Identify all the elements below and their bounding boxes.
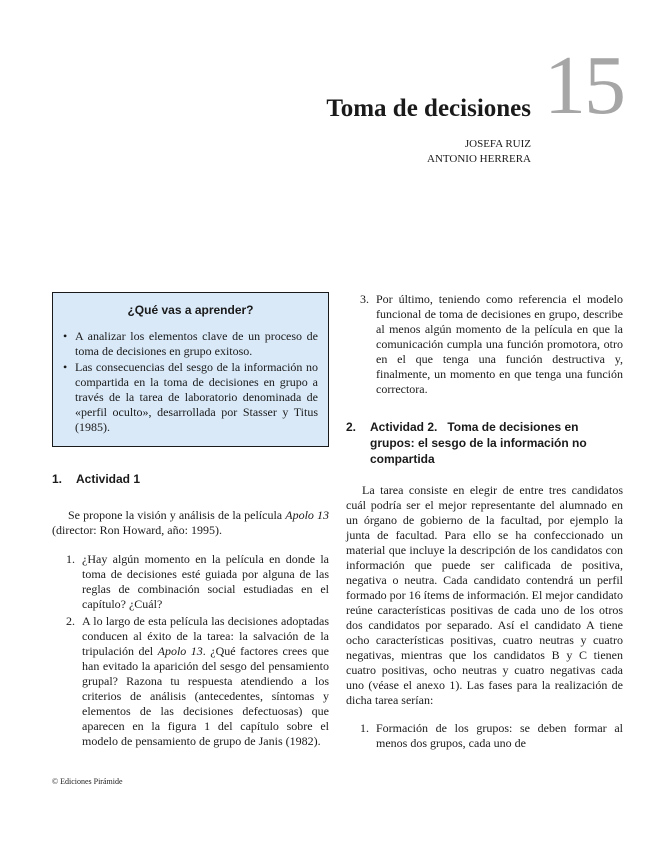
section-number: 1. [52,472,63,486]
learning-box-title: ¿Qué vas a aprender? [127,303,254,317]
left-column [52,292,329,751]
item-text: ¿Hay algún momento en la película en donde la toma de decisiones esté guiada por alguna de las reglas de combinación social estudiadas en el capítulo? ¿Cuál? [82,552,329,611]
list-item [52,552,329,612]
section-heading [52,471,329,487]
list-item [52,614,329,749]
film-title: Apolo 13 [157,644,203,658]
copyright-footer: © Ediciones Pirámide [52,777,123,786]
item-number: 1. [66,552,75,566]
item-text: Formación de los grupos: se deben formar al menos dos grupos, cada uno de [376,721,623,750]
activity-list [52,552,329,749]
section-title: Actividad 2. Toma de decisiones en grupos: el sesgo de la información no compartida [370,420,591,466]
list-item [346,721,623,751]
right-column [346,292,623,753]
item-number: 1. [360,721,369,735]
activity-list-continued [346,292,623,397]
learning-objectives-list [63,329,318,435]
section-title: Actividad 1 [76,472,141,486]
intro-text: (director: Ron Howard, año: 1995). [52,523,222,537]
film-title: Apolo 13 [285,508,330,522]
list-item [346,292,623,397]
intro-text: Se propone la visión y análisis de la película [68,508,286,522]
phase-list [346,721,623,751]
section-intro [52,508,329,538]
section-number: 2. [346,420,357,434]
author-name: JOSEFA RUIZ [464,138,531,150]
item-number: 3. [360,292,369,306]
list-item: • Las consecuencias del sesgo de la información no compartida en la toma de decisiones en grupo a través de la tarea de laboratorio denominada de «perfil oculto», desarrollada por Stasser y Titus (1985). [63,360,318,435]
author-name: ANTONIO HERRERA [427,153,531,165]
chapter-title: Toma de decisiones [326,95,531,122]
chapter-number: 15 [544,39,624,132]
item-text: . ¿Qué factores crees que han evitado la aparición del sesgo del pensamiento grupal? Razona tu respuesta atendiendo a los criterios de análisis (antecedentes, síntomas y elementos de las decisiones defectuosas) que aparecen en la figura 1 del capítulo sobre el modelo de pensamiento de grupo de Janis (1982). [82,644,329,748]
section-heading [346,419,623,467]
section-paragraph: La tarea consiste en elegir de entre tres candidatos cuál podría ser el mejor representante del alumnado en un órgano de gobierno de la facultad, por ejemplo la junta de facultad. Para ello se ha confeccionado un material que incluye la descripción de los candidatos con información que puede ser calificada de positiva, negativa o neutra. Cada candidato contendrá un perfil formado por 16 ítems de información. El mejor candidato reúne características positivas de cada uno de los otros dos candidatos por separado. Así el candidato A tiene ocho características positivas, cuatro neutras y cuatro negativas, mientras que los candidatos B y C tienen cuatro positivas, ocho neutras y cuatro negativas cada uno (véase el anexo 1). Las fases para la realización de dicha tarea serían: [346,483,623,707]
learning-objectives-box [52,292,329,447]
list-item: • A analizar los elementos clave de un proceso de toma de decisiones en grupo exitoso. [63,329,318,359]
authors [427,137,531,167]
item-text: A lo largo de esta película las decisiones adoptadas conducen al éxito de la tarea: la salvación de la tripulación del [82,614,329,658]
item-text: Por último, teniendo como referencia el modelo funcional de toma de decisiones en grupo, describe al menos algún momento de la película en que la comunicación cumpla una función promotora, otro en el que tenga una función destructiva y, finalmente, un momento en que tenga una función correctora. [376,292,623,396]
item-number: 2. [66,614,75,628]
